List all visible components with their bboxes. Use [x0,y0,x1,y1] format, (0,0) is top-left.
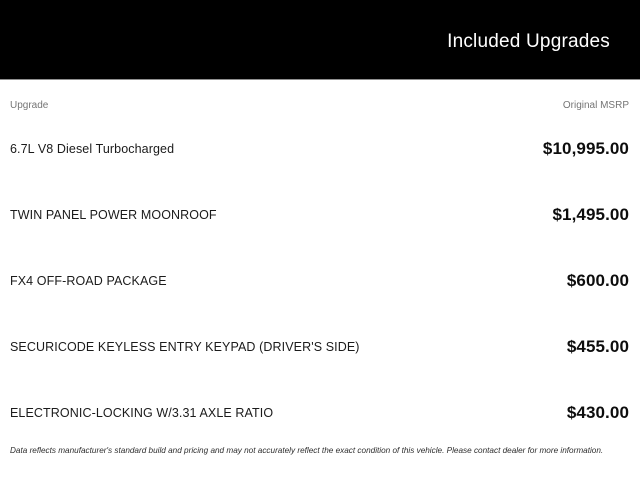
table-row [0,248,640,314]
disclaimer-text: Data reflects manufacturer's standard build and pricing and may not accurately reflect the exact condition of this vehicle. Please contact dealer for more information. [10,446,604,455]
page-title: Included Upgrades [447,31,610,52]
header-bar [0,0,640,80]
upgrade-price: $10,995.00 [542,139,629,158]
upgrade-label: ELECTRONIC-LOCKING W/3.31 AXLE RATIO [10,406,274,420]
upgrade-price: $1,495.00 [552,205,629,224]
table-row [0,314,640,380]
upgrade-label: FX4 OFF-ROAD PACKAGE [10,274,167,288]
upgrade-price: $430.00 [566,403,629,422]
table-row [0,380,640,446]
column-header-msrp: Original MSRP [562,100,629,111]
table-row [0,116,640,182]
upgrade-label: TWIN PANEL POWER MOONROOF [10,208,217,222]
upgrades-table-body [0,116,640,446]
upgrade-label: SECURICODE KEYLESS ENTRY KEYPAD (DRIVER'S SIDE) [10,340,360,354]
table-row [0,182,640,248]
upgrade-label: 6.7L V8 Diesel Turbocharged [10,142,175,156]
column-header-upgrade: Upgrade [10,100,49,111]
upgrade-price: $600.00 [566,271,629,290]
upgrade-price: $455.00 [566,337,629,356]
table-header-row [0,80,640,112]
